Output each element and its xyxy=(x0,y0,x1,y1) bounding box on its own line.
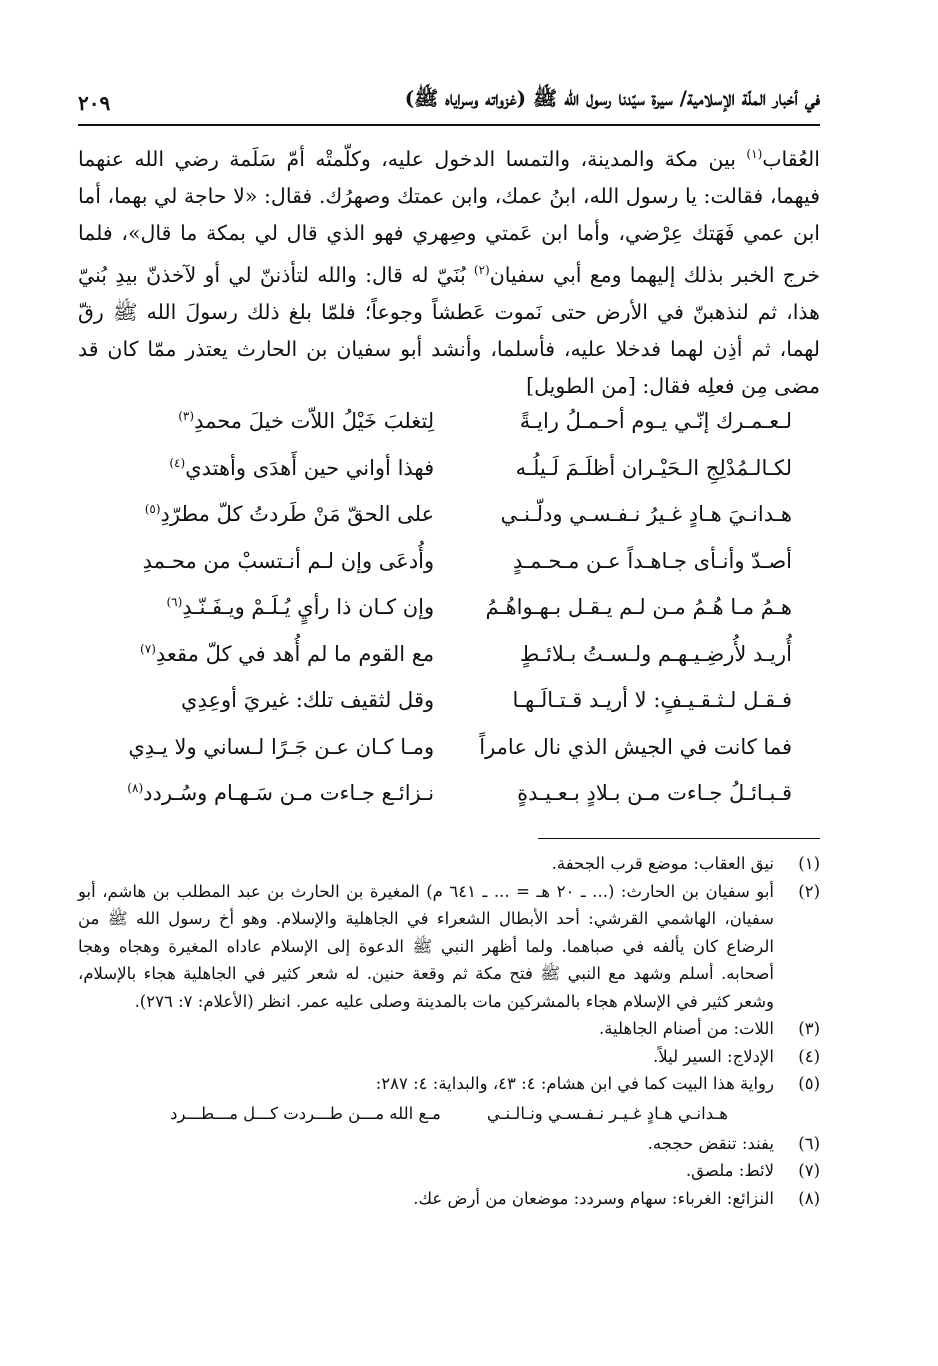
footnote xyxy=(78,878,820,1016)
verse-second-hemistich xyxy=(78,502,434,526)
footnote xyxy=(78,850,820,878)
hemistich-text: وقل لثقيف تلك: غيريَ أوعِدِي xyxy=(181,688,435,713)
verse-second-hemistich xyxy=(78,549,434,573)
footnote-number: (٣) xyxy=(798,1019,820,1038)
verse-first-hemistich: هـمُ مـا هُـمُ مـن لـم يـقـل بـهـواهُـمُ xyxy=(485,595,792,620)
page-number: ٢٠٩ xyxy=(78,91,111,115)
poem-verse xyxy=(78,398,820,445)
paragraph-text: بُنَيّ له قال: والله لتأذننّ لي أو لآخذنّ بيدِ بُنيّ هذا، ثم لنذهبنّ في الأرض حتى نَموت عَطشاً وجوعاً؛ فلمّا بلغ ذلك رسولَ الله ﷺ رقّ لهما، ثم أذِن لهما فدخلا عليه، فأسلما، وأنشد أبو سفيان بن الحارث يعتذر ممّا كان قد مضى مِن فعلِه فقال: [من الطويل] xyxy=(78,262,820,398)
hemistich-text: وأُدعَى وإن لـم أنـتسبْ من محـمدِ xyxy=(142,548,435,573)
poem-verse xyxy=(78,538,820,585)
footnote-rule xyxy=(538,838,820,839)
footnote-number: (١) xyxy=(798,854,820,873)
paragraph-text: العُقاب xyxy=(762,146,820,171)
footnote-verse xyxy=(78,1100,820,1128)
poem-verse xyxy=(78,677,820,724)
footnote xyxy=(78,1015,820,1043)
hemistich-text: مع القوم ما لم أُهد في كلّ مقعدِ xyxy=(155,641,435,666)
verse-second-hemistich xyxy=(78,595,434,619)
footnote-number: (٤) xyxy=(798,1046,820,1066)
hemistich-text: ومـا كـان عـن جَـرًا لـساني ولا يـدِي xyxy=(128,734,435,759)
footnote xyxy=(78,1043,820,1071)
verse-first-hemistich: أُريـد لأُرضِـيـهـم ولـسـتُ بـلائـطٍ xyxy=(519,641,792,666)
poem-verse xyxy=(78,445,820,492)
verse-first-hemistich: لـعـمـرك إنّـي يـوم أحـمـلُ رايـةً xyxy=(519,409,792,434)
verse-first-hemistich: أصـدّ وأنـأى جـاهـداً عـن مـحـمـدٍ xyxy=(512,548,792,573)
footnote-ref: (٢) xyxy=(473,262,490,277)
poem-verse xyxy=(78,770,820,817)
footnote-text: لائط: ملصق. xyxy=(685,1161,774,1180)
header-rule xyxy=(78,124,820,126)
footnote-ref: (٨) xyxy=(127,781,144,796)
footnote-ref: (٥) xyxy=(144,502,161,517)
verse-second-hemistich xyxy=(78,735,434,759)
hemistich-text: وإن كـان ذا رأيٍ يُـلَـمْ ويـفَـنّـدِ xyxy=(182,595,435,620)
footnote-number: (٧) xyxy=(798,1161,820,1180)
footnote-text: النزائع: الغرباء: سهام وسردد: موضعان من أرض عك. xyxy=(413,1188,774,1208)
footnote-text: يفند: تنقض حججه. xyxy=(647,1133,774,1153)
footnote-ref: (٧) xyxy=(140,641,156,656)
main-paragraph xyxy=(78,136,820,405)
verse-first-hemistich: هـدانـيَ هـادٍ غـيرُ نـفـسـي ودلّـنـي xyxy=(500,502,792,527)
footnote-text: اللات: من أصنام الجاهلية. xyxy=(598,1019,774,1038)
footnote-ref: (١) xyxy=(746,147,763,161)
footnote-text: نيق العقاب: موضع قرب الجحفة. xyxy=(551,854,774,873)
footnote-ref: (٣) xyxy=(178,409,195,424)
footnote-verse-second: مـع الله مـــن طـــردت كـــل مـــطـــرد xyxy=(170,1103,441,1123)
hemistich-text: لِتغلبَ خَيْلُ اللاّت خيلَ محمدِ xyxy=(194,409,435,434)
paragraph-text: بين مكة والمدينة، والتمسا الدخول عليه، وكلّمتْه أمّ سَلَمة رضي الله عنهما فيهما، فقالت: يا رسول الله، ابنُ عمك، وابن عمتك وصهرُك. فقال: «لا حاجة لي بهما، أما ابن عمي فَهَتك عِرْضي، وأما ابن عَمتي وصِهري فهو الذي قال لي بمكة ما قال»، فلما خرج الخبر بذلك إليهما ومع أبي سفيان xyxy=(78,146,820,287)
poem-verse xyxy=(78,724,820,771)
footnote-ref: (٤) xyxy=(169,455,186,470)
footnote xyxy=(78,1185,820,1213)
verse-second-hemistich xyxy=(78,409,434,433)
verse-second-hemistich xyxy=(78,456,434,480)
poem-verse xyxy=(78,491,820,538)
hemistich-text: نـزائـع جـاءت مـن سَـهـام وسُـردد xyxy=(143,781,435,806)
footnote-text: رواية هذا البيت كما في ابن هشام: ٤: ٤٣، والبداية: ٤: ٢٨٧: xyxy=(375,1074,774,1093)
running-header xyxy=(78,86,820,115)
verse-first-hemistich: لكـالـمُدْلِجِ الـحَيْـران أظلَـمَ لَـيلُـه xyxy=(515,455,792,480)
verse-second-hemistich xyxy=(78,781,434,805)
footnote-number: (٥) xyxy=(798,1074,820,1093)
footnote-ref: (٦) xyxy=(166,595,183,610)
footnote xyxy=(78,1157,820,1185)
footnote-text: الإدلاج: السير ليلاً. xyxy=(653,1046,774,1066)
verse-second-hemistich xyxy=(78,642,434,666)
footnote xyxy=(78,1070,820,1098)
footnote-text: أبو سفيان بن الحارث: (... ـ ٢٠ هـ = ... ـ ٦٤١ م) المغيرة بن الحارث بن عبد المطلب بن هاشم، أبو سفيان، الهاشمي القرشي: أحد الأبطال الشعراء في الجاهلية والإسلام. وهو أخ رسول الله ﷺ من الرضاع كان يألفه في صباهما. ولما أظهر النبي ﷺ الدعوة إلى الإسلام عاداه المغيرة وهجاه وهجا أصحابه. أسلم وشهد مع النبي ﷺ فتح مكة ثم وقعة حنين. له شعر كثير في الجاهلية هجاء بالإسلام، وشعر كثير في الإسلام هجاء بالمشركين مات بالمدينة وصلى عليه عمر. انظر (الأعلام: ٧: ٢٧٦). xyxy=(78,881,774,1011)
verse-second-hemistich xyxy=(78,688,434,712)
hemistich-text: فهذا أواني حين أَهدَى وأهتدي xyxy=(185,455,435,480)
verse-first-hemistich: فـقـل لـثـقـيـفٍ: لا أريـد قـتـالَـهـا xyxy=(512,688,792,713)
poem-verse xyxy=(78,584,820,631)
header-title: في أخبار الملّة الإسلامية/ سيرة سيّدنا رسول الله ﷺ (غزواته وسراياه ﷺ) xyxy=(404,86,820,110)
footnote-number: (٢) xyxy=(798,881,820,901)
poem-verse xyxy=(78,631,820,678)
hemistich-text: على الحقّ مَنْ طَردتُ كلّ مطرّدِ xyxy=(160,502,435,527)
footnote-number: (٦) xyxy=(798,1133,820,1153)
poem xyxy=(78,398,820,817)
verse-first-hemistich: فما كانت في الجيش الذي نال عامراً xyxy=(479,734,792,759)
footnote-number: (٨) xyxy=(798,1188,820,1208)
footnote xyxy=(78,1130,820,1158)
footnote-verse-first: هـدانـي هـادٍ غـيـر نـفـسـي ونـالـنـي xyxy=(486,1103,728,1123)
verse-first-hemistich: قـبـائـلُ جـاءت مـن بـلادٍ بـعـيـدةٍ xyxy=(517,781,792,806)
footnotes xyxy=(78,850,820,1212)
